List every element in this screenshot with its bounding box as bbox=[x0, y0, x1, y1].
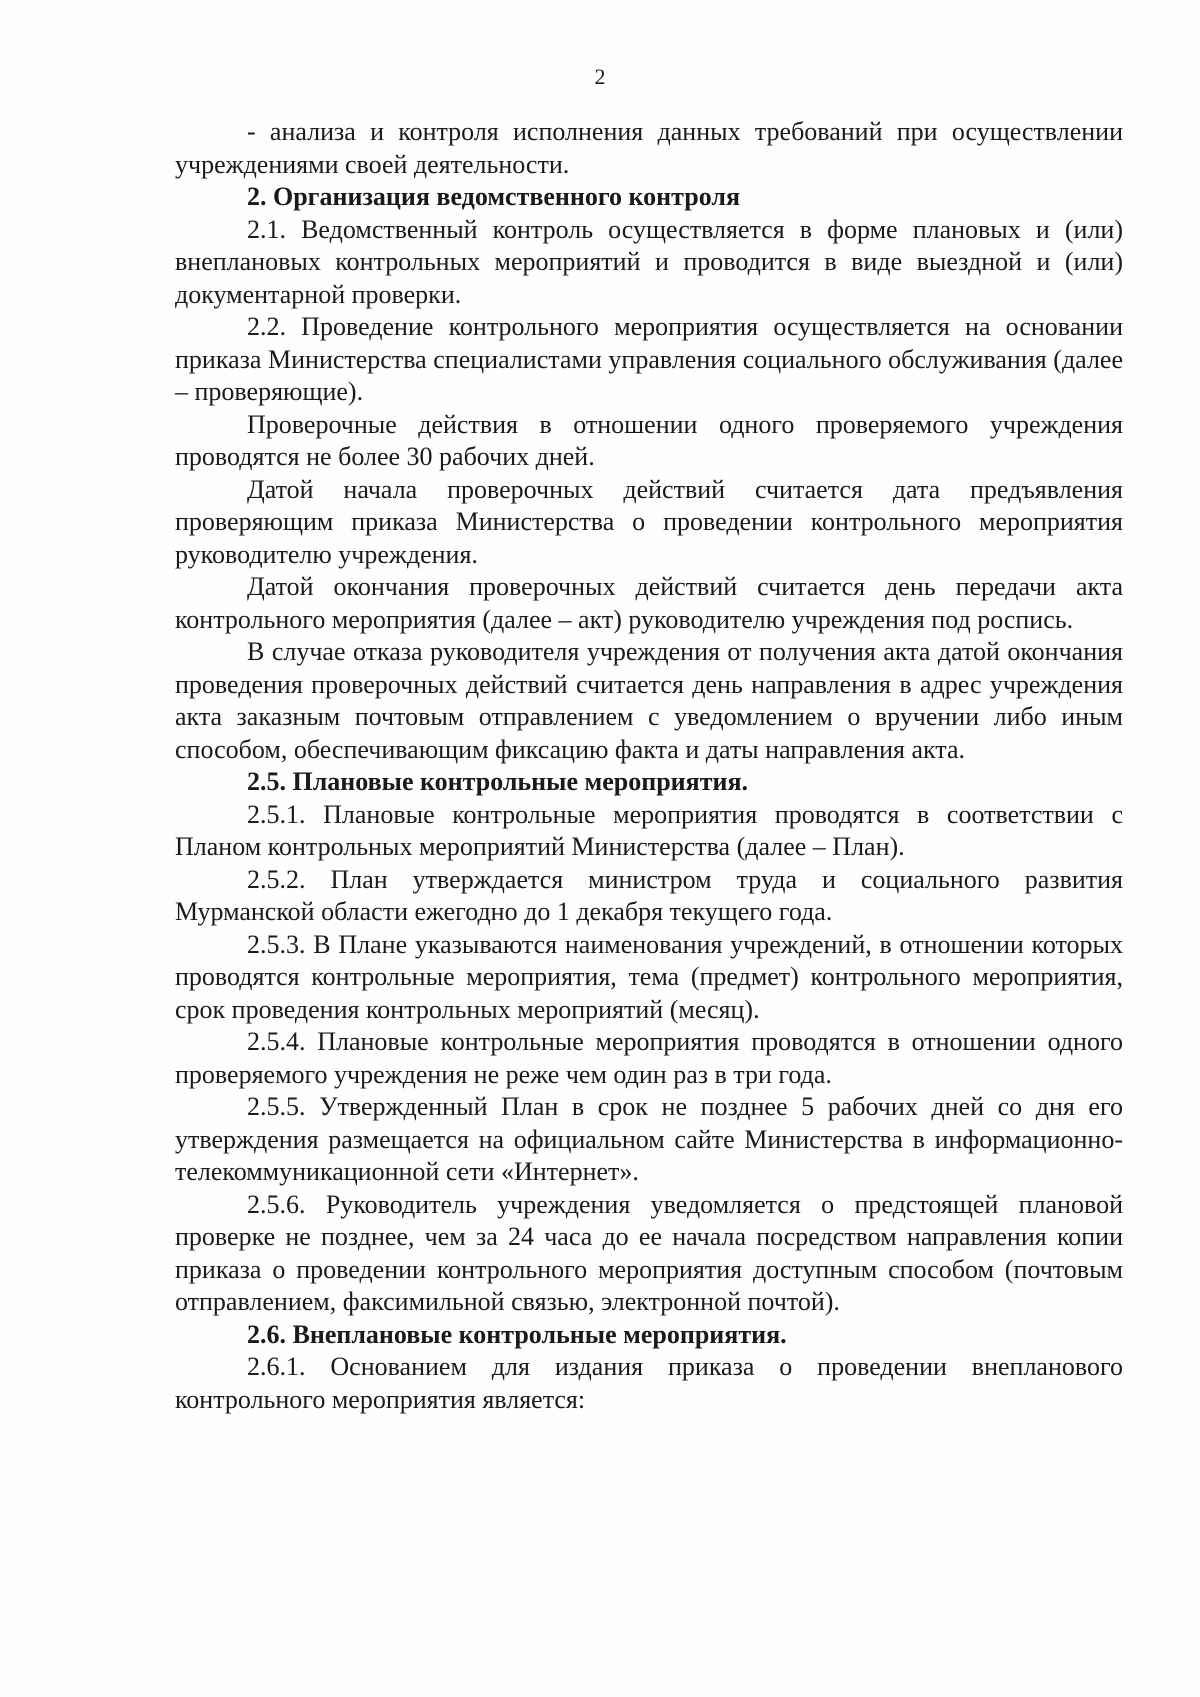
section-title: 2. Организация ведомственного контроля bbox=[247, 182, 741, 211]
page-number: 2 bbox=[594, 64, 606, 89]
paragraph: Проверочные действия в отношении одного проверяемого учреждения проводятся не более 30 рабочих дней. bbox=[175, 409, 1123, 471]
clause: 2.5.2. План утверждается министром труда и социального развития Мурманской области ежегодно до 1 декабря текущего года. bbox=[175, 864, 1123, 926]
clause: 2.6.1. Основанием для издания приказа о проведении внепланового контрольного мероприятия является: bbox=[175, 1352, 1123, 1414]
clause: 2.5.1. Плановые контрольные мероприятия проводятся в соответствии с Планом контрольных мероприятий Министерства (далее – План). bbox=[175, 799, 1123, 861]
clause: 2.5.4. Плановые контрольные мероприятия проводятся в отношении одного проверяемого учреждения не реже чем один раз в три года. bbox=[175, 1027, 1123, 1089]
paragraph: 2.2. Проведение контрольного мероприятия осуществляется на основании приказа Министерства специалистами управления социального обслуживания (далее – проверяющие). bbox=[175, 312, 1123, 406]
subsection-title: 2.5. Плановые контрольные мероприятия. bbox=[247, 767, 749, 796]
clause: 2.5.3. В Плане указываются наименования учреждений, в отношении которых проводятся контрольные мероприятия, тема (предмет) контрольного мероприятия, срок проведения контрольных мероприятий (месяц). bbox=[175, 929, 1123, 1024]
paragraph: В случае отказа руководителя учреждения от получения акта датой окончания проведения проверочных действий считается день направления в адрес учреждения акта заказным почтовым отправлением с уведомлением о вручении либо иным способом, обеспечивающим фиксацию факта и даты направления акта. bbox=[175, 637, 1123, 764]
paragraph: Датой окончания проверочных действий считается день передачи акта контрольного мероприятия (далее – акт) руководителю учреждения под роспись. bbox=[175, 572, 1123, 634]
intro-list-item: - анализа и контроля исполнения данных требований при осуществлении учреждениями своей деятельности. bbox=[175, 117, 1123, 179]
clause: 2.5.5. Утвержденный План в срок не позднее 5 рабочих дней со дня его утверждения размещается на официальном сайте Министерства в информационно-телекоммуникационной сети «Интернет». bbox=[175, 1092, 1123, 1186]
paragraph: 2.1. Ведомственный контроль осуществляется в форме плановых и (или) внеплановых контрольных мероприятий и проводится в виде выездной и (или) документарной проверки. bbox=[175, 214, 1123, 309]
subsection-title: 2.6. Внеплановые контрольные мероприятия. bbox=[247, 1319, 787, 1349]
clause: 2.5.6. Руководитель учреждения уведомляется о предстоящей плановой проверке не позднее, чем за 24 часа до ее начала посредством направления копии приказа о проведении контрольного мероприятия доступным способом (почтовым отправлением, факсимильной связью, электронной почтой). bbox=[175, 1189, 1123, 1316]
paragraph: Датой начала проверочных действий считается дата предъявления проверяющим приказа Министерства о проведении контрольного мероприятия руководителю учреждения. bbox=[175, 474, 1123, 569]
document-body bbox=[175, 116, 1123, 1416]
